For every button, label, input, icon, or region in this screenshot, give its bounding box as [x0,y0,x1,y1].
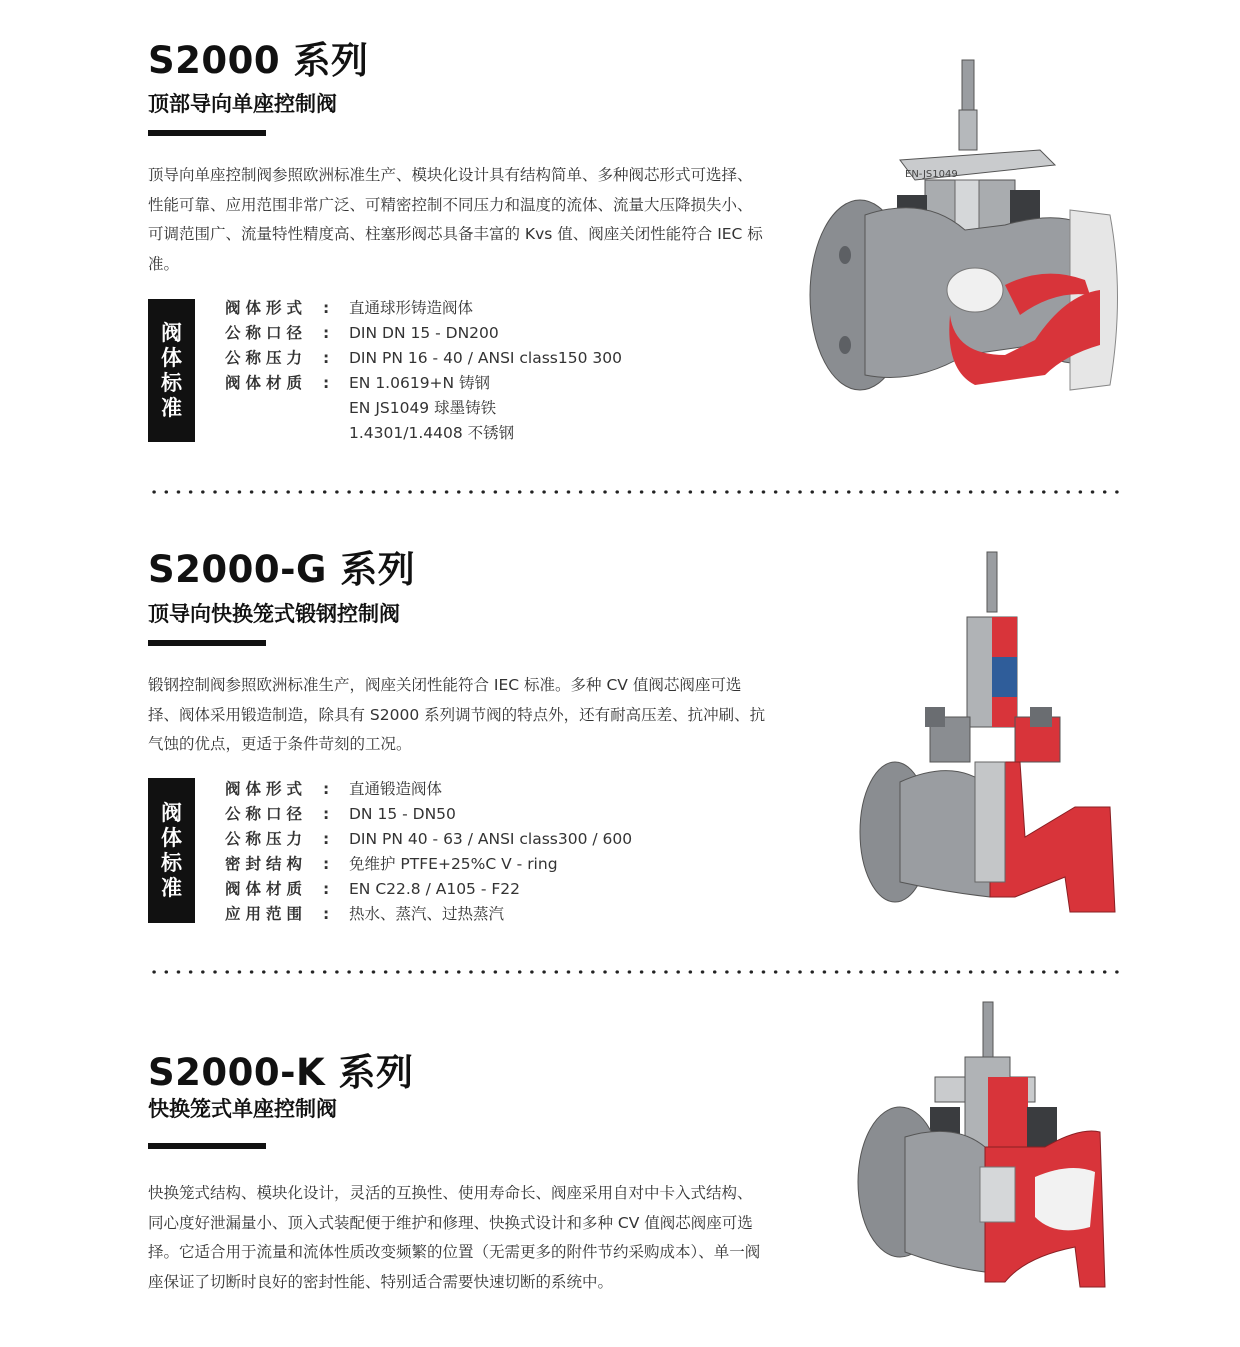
section-title: S2000 系列 [148,39,369,82]
title-underline [148,640,266,646]
title-underline [148,1143,266,1149]
standard-label-char: 准 [161,875,182,900]
spec-row: 公称口径 : DN 15 - DN50 [225,802,632,827]
section-description: 顶导向单座控制阀参照欧洲标准生产、模块化设计具有结构简单、多种阀芯形式可选择、性能可靠、应用范围非常广泛、可精密控制不同压力和温度的流体、流量大压降损失小、可调范围广、流量特性精度高、柱塞形阀芯具备丰富的 Kvs 值、阀座关闭性能符合 IEC 标准。 [148,166,763,273]
spec-label: 公称口径 [225,805,308,823]
standard-label-char: 体 [161,825,182,850]
spec-label: 阀体形式 [225,299,308,317]
standard-label-char: 阀 [161,320,182,345]
spec-value: 1.4301/1.4408 不锈钢 [349,424,515,442]
standard-label-box [148,299,195,442]
spec-label: 公称压力 [225,349,308,367]
section-title: S2000-G 系列 [148,548,416,591]
spec-label: 公称压力 [225,830,308,848]
spec-row: 阀体材质 : EN 1.0619+N 铸钢 [225,371,622,396]
spec-label: 公称口径 [225,324,308,342]
standard-label-char: 标 [161,850,182,875]
section-subtitle: 顶导向快换笼式锻钢控制阀 [148,602,400,626]
spec-row: 应用范围 : 热水、蒸汽、过热蒸汽 [225,902,632,927]
section-description: 快换笼式结构、模块化设计，灵活的互换性、使用寿命长、阀座采用自对中卡入式结构、同心度好泄漏量小、顶入式装配便于维护和修理、快换式设计和多种 CV 值阀芯阀座可选择。它适合用于流量和流体性质改变频繁的位置（无需更多的附件节约采购成本）、单一阀座保证了切断时良好的密封性能、特别适合需要快速切断的系统中。 [148,1184,761,1291]
valve-cutaway-image [855,547,1125,917]
spec-label: 应用范围 [225,905,308,923]
standard-label-char: 阀 [161,800,182,825]
title-underline [148,130,266,136]
spec-value: 直通球形铸造阀体 [349,299,474,317]
spec-value: 直通锻造阀体 [349,780,443,798]
section-subtitle: 快换笼式单座控制阀 [148,1097,337,1121]
valve-cutaway-image [805,55,1125,420]
spec-value: 免维护 PTFE+25%C V - ring [349,855,558,873]
spec-label: 阀体形式 [225,780,308,798]
spec-value: EN C22.8 / A105 - F22 [349,880,520,898]
spec-value: EN 1.0619+N 铸钢 [349,374,491,392]
section-subtitle: 顶部导向单座控制阀 [148,92,337,116]
spec-row: 公称压力 : DIN PN 40 - 63 / ANSI class300 / 600 [225,827,632,852]
spec-row: 阀体形式 : 直通球形铸造阀体 [225,296,622,321]
spec-value: DIN PN 16 - 40 / ANSI class150 300 [349,349,622,367]
spec-table [225,296,622,446]
section-description: 锻钢控制阀参照欧洲标准生产，阀座关闭性能符合 IEC 标准。多种 CV 值阀芯阀座可选择、阀体采用锻造制造，除具有 S2000 系列调节阀的特点外，还有耐高压差、抗冲刷、抗气蚀的优点，更适于条件苛刻的工况。 [148,676,766,753]
spec-row [225,396,622,421]
standard-label-box [148,778,195,923]
spec-value: DIN PN 40 - 63 / ANSI class300 / 600 [349,830,633,848]
spec-value: DIN DN 15 - DN200 [349,324,499,342]
section-s2000 [0,0,1240,490]
section-divider [148,490,1123,494]
standard-label-char: 准 [161,395,182,420]
section-divider [148,970,1123,974]
spec-label: 密封结构 [225,855,308,873]
standard-label-char: 体 [161,345,182,370]
body-marking-text: EN-JS1049 [905,169,958,180]
spec-row: 阀体材质 : EN C22.8 / A105 - F22 [225,877,632,902]
spec-value: EN JS1049 球墨铸铁 [349,399,497,417]
valve-cutaway-image [855,997,1115,1292]
spec-table [225,777,632,927]
spec-row: 阀体形式 : 直通锻造阀体 [225,777,632,802]
spec-row [225,421,622,446]
spec-label: 阀体材质 [225,374,308,392]
section-s2000-g [0,495,1240,970]
standard-label-char: 标 [161,370,182,395]
spec-row: 公称口径 : DIN DN 15 - DN200 [225,321,622,346]
spec-row: 公称压力 : DIN PN 16 - 40 / ANSI class150 300 [225,346,622,371]
spec-value: DN 15 - DN50 [349,805,456,823]
spec-label: 阀体材质 [225,880,308,898]
spec-row: 密封结构 : 免维护 PTFE+25%C V - ring [225,852,632,877]
section-title: S2000-K 系列 [148,1051,414,1094]
spec-value: 热水、蒸汽、过热蒸汽 [349,905,505,923]
section-s2000-k [0,975,1240,1347]
